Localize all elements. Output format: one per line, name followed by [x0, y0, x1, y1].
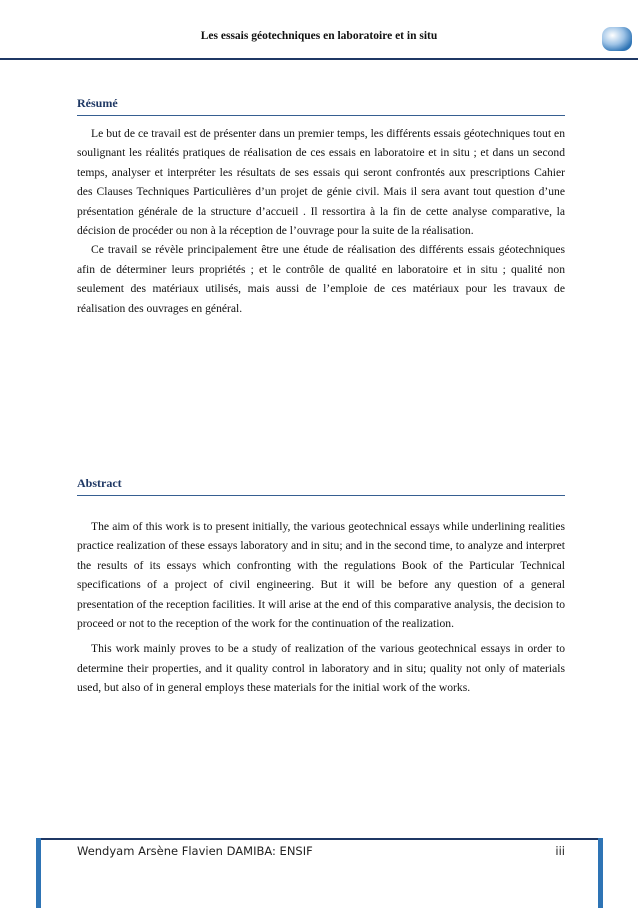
abstract-body: [77, 517, 565, 698]
page-number: iii: [555, 844, 565, 858]
resume-heading: Résumé: [77, 96, 565, 116]
abstract-paragraph-2: This work mainly proves to be a study of realization of the various geotechnical essays in order to determine their properties, and it quality control in laboratory and in situ; quality not only of materials used, but also of in general employs these materials for the initial work of the works.: [77, 642, 565, 695]
footer-right-bar: [598, 838, 603, 908]
abstract-heading: Abstract: [77, 476, 565, 496]
header-rule: [0, 58, 638, 60]
abstract-paragraph-1: The aim of this work is to present initially, the various geotechnical essays while underlining realities practice realization of these essays laboratory and in situ; and in the second time, to analyze and interpret the results of its essays which confronting with the regulations Book of the Particular Technical specifications of a project of civil engineering. But it will be before any question of a general presentation of the reception facilities. It will arise at the end of this comparative analysis, the decision to proceed or not to the reception of the work for the continuation of the realization.: [77, 520, 565, 631]
footer-author: Wendyam Arsène Flavien DAMIBA: ENSIF: [77, 844, 313, 858]
resume-body: [77, 124, 565, 318]
footer-rule: [40, 838, 602, 840]
header-title: Les essais géotechniques en laboratoire et in situ: [200, 30, 438, 42]
resume-paragraph-2: Ce travail se révèle principalement être une étude de réalisation des différents essais géotechniques afin de déterminer leurs propriétés ; et le contrôle de qualité en laboratoire et in situ ; qualité non seulement des matériaux utilisés, mais aussi de l’emploie de ces matériaux pour les travaux de réalisation des ouvrages en général.: [77, 243, 565, 315]
footer-left-bar: [36, 838, 41, 908]
header-logo-icon: [600, 24, 634, 54]
footer-text: [77, 844, 565, 858]
resume-paragraph-1: Le but de ce travail est de présenter dans un premier temps, les différents essais géotechniques tout en soulignant les réalités pratiques de réalisation de ces essais en laboratoire et in situ ; et dans un second temps, analyser et interpréter les résultats de ses essais qui seront confrontés aux prescriptions Cahier des Clauses Techniques Particulières d’un projet de génie civil. Mais il sera avant tout question d’une présentation générale de la structure d’accueil . Il ressortira à la fin de cette analyse comparative, la décision de procéder ou non à la réception de l’ouvrage pour la suite de la réalisation.: [77, 127, 565, 238]
